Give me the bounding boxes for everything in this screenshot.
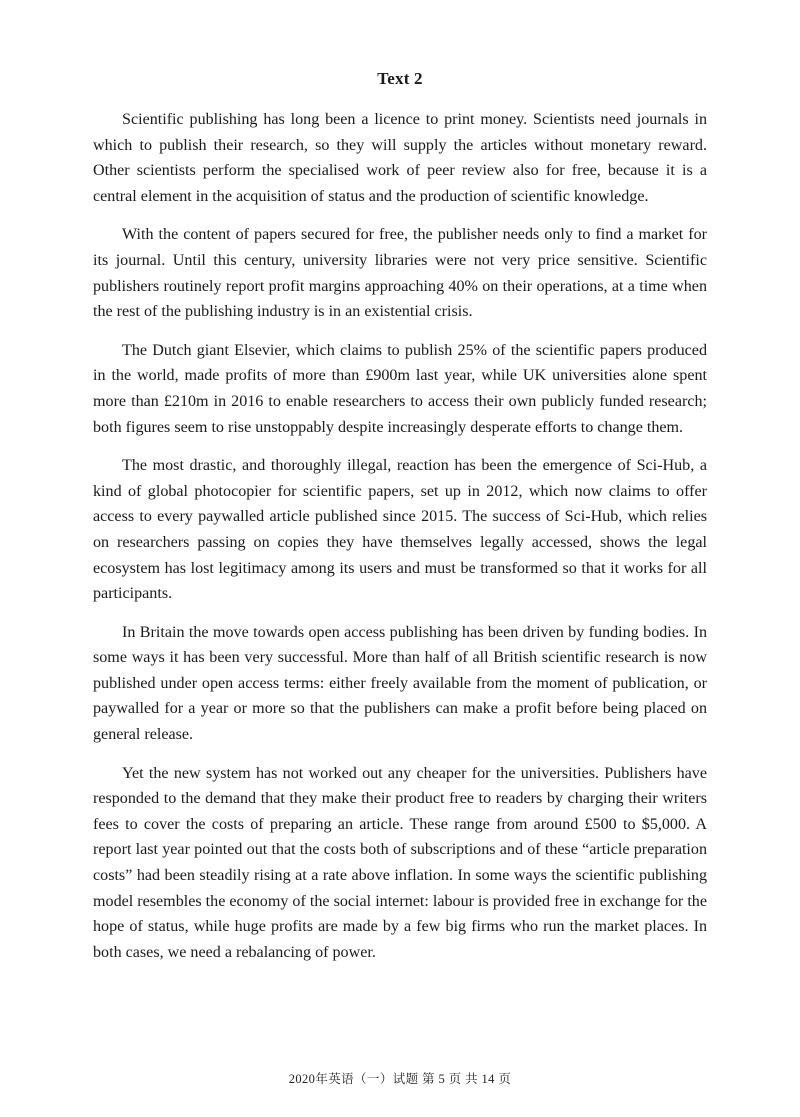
paragraph-1: Scientific publishing has long been a licence to print money. Scientists need journals in which to publish their research, so they will supply the articles without monetary reward. Other scientists perform the specialised work of peer review also for free, because it is a central element in the acquisition of status and the production of scientific knowledge. [93, 111, 707, 205]
article-body [93, 107, 707, 978]
paragraph-3: The Dutch giant Elsevier, which claims to publish 25% of the scientific papers produced in the world, made profits of more than £900m last year, while UK universities alone spent more than £210m in 2016 to enable researchers to access their own publicly funded research; both figures seem to rise unstoppably despite increasingly desperate efforts to change them. [93, 341, 707, 436]
paragraph-5: In Britain the move towards open access publishing has been driven by funding bodies. In some ways it has been very successful. More than half of all British scientific research is now published under open access terms: either freely available from the moment of publication, or paywalled for a year or more so that the publishers can make a profit before being placed on general release. [93, 623, 707, 744]
page-footer: 2020年英语（一）试题 第 5 页 共 14 页 [288, 1072, 512, 1086]
paragraph-6: Yet the new system has not worked out any cheaper for the universities. Publishers have responded to the demand that they make their product free to readers by charging their writers fees to cover the costs of preparing an article. These range from around £500 to $5,000. A report last year pointed out that the costs both of subscriptions and of these “article preparation costs” had been steadily rising at a rate above inflation. In some ways the scientific publishing model resembles the economy of the social internet: labour is provided free in exchange for the hope of status, while huge profits are made by a few big firms who run the market places. In both cases, we need a rebalancing of power. [93, 764, 707, 961]
text-title: Text 2 [377, 69, 423, 88]
paragraph-2: With the content of papers secured for free, the publisher needs only to find a market for its journal. Until this century, university libraries were not very price sensitive. Scientific publishers routinely report profit margins approaching 40% on their operations, at a time when the rest of the publishing industry is in an existential crisis. [93, 226, 707, 321]
paragraph-4: The most drastic, and thoroughly illegal, reaction has been the emergence of Sci-Hub, a kind of global photocopier for scientific papers, set up in 2012, which now claims to offer access to every paywalled article published since 2015. The success of Sci-Hub, which relies on researchers passing on copies they have themselves legally accessed, shows the legal ecosystem has lost legitimacy among its users and must be transformed so that it works for all participants. [93, 457, 707, 603]
